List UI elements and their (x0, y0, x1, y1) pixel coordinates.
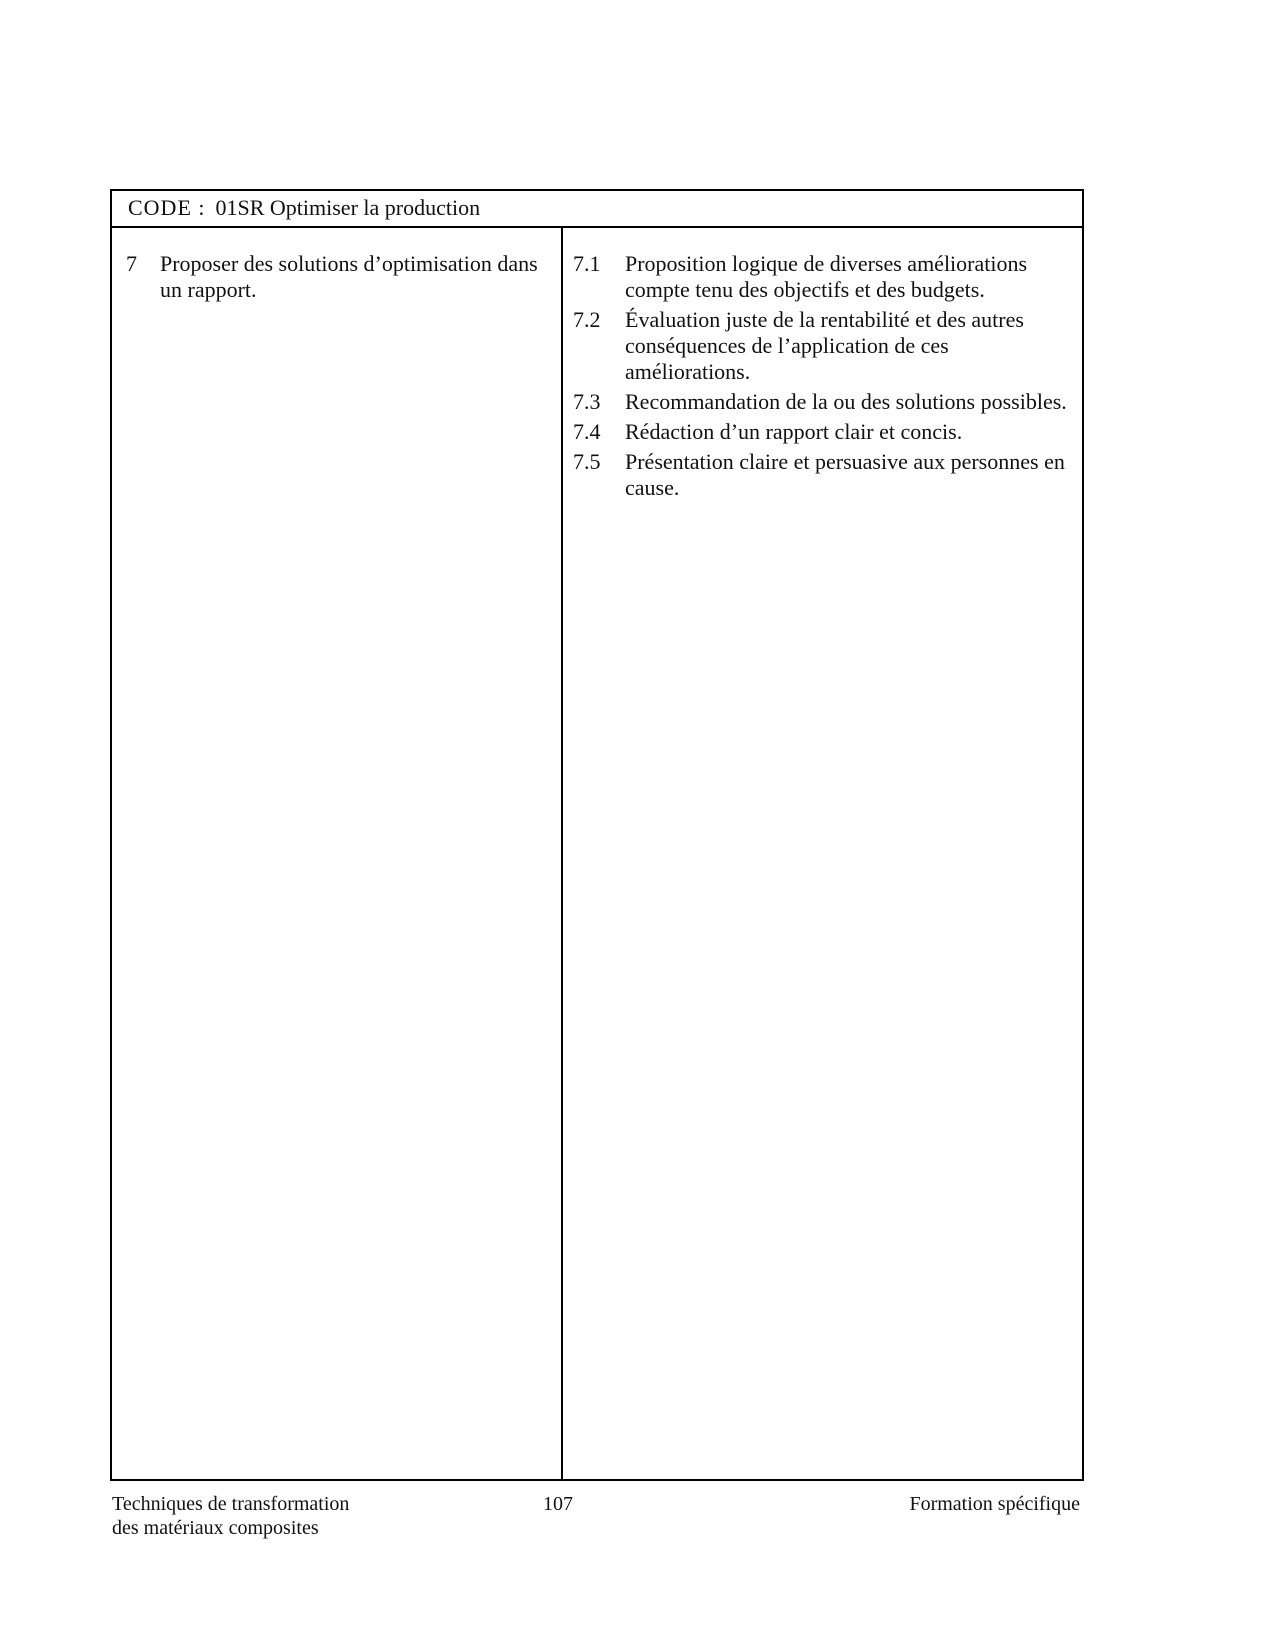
criterion-item (573, 307, 1073, 385)
page-number: 107 (543, 1493, 573, 1515)
criterion-number: 7.4 (573, 419, 601, 444)
competency-element (126, 251, 546, 303)
footer-program-line1: Techniques de transformation (112, 1493, 350, 1515)
code-label: CODE : (128, 195, 206, 220)
code-title: 01SR Optimiser la production (215, 195, 481, 220)
criteria-column (573, 251, 1073, 505)
footer-section: Formation spécifique (909, 1493, 1080, 1515)
column-divider (561, 228, 563, 1479)
criterion-text: Évaluation juste de la rentabilité et des autres conséquences de l’application de ces améliorations. (625, 307, 1024, 384)
footer-program-line2: des matériaux composites (112, 1517, 319, 1539)
competency-number: 7 (126, 251, 137, 276)
competency-column (126, 251, 546, 303)
criterion-text: Rédaction d’un rapport clair et concis. (625, 419, 963, 444)
footer-program (112, 1492, 349, 1540)
table-header (112, 191, 1082, 228)
criterion-item (573, 449, 1073, 501)
criterion-number: 7.5 (573, 449, 601, 474)
criterion-item (573, 389, 1073, 415)
competency-text: Proposer des solutions d’optimisation dans un rapport. (160, 251, 538, 302)
criterion-item (573, 251, 1073, 303)
competency-table (110, 189, 1084, 1481)
criterion-text: Proposition logique de diverses améliorations compte tenu des objectifs et des budgets. (625, 251, 1028, 302)
criterion-number: 7.2 (573, 307, 601, 332)
criterion-number: 7.1 (573, 251, 601, 276)
criterion-text: Recommandation de la ou des solutions possibles. (625, 389, 1067, 414)
criterion-item (573, 419, 1073, 445)
criterion-text: Présentation claire et persuasive aux personnes en cause. (625, 449, 1065, 500)
criterion-number: 7.3 (573, 389, 601, 414)
